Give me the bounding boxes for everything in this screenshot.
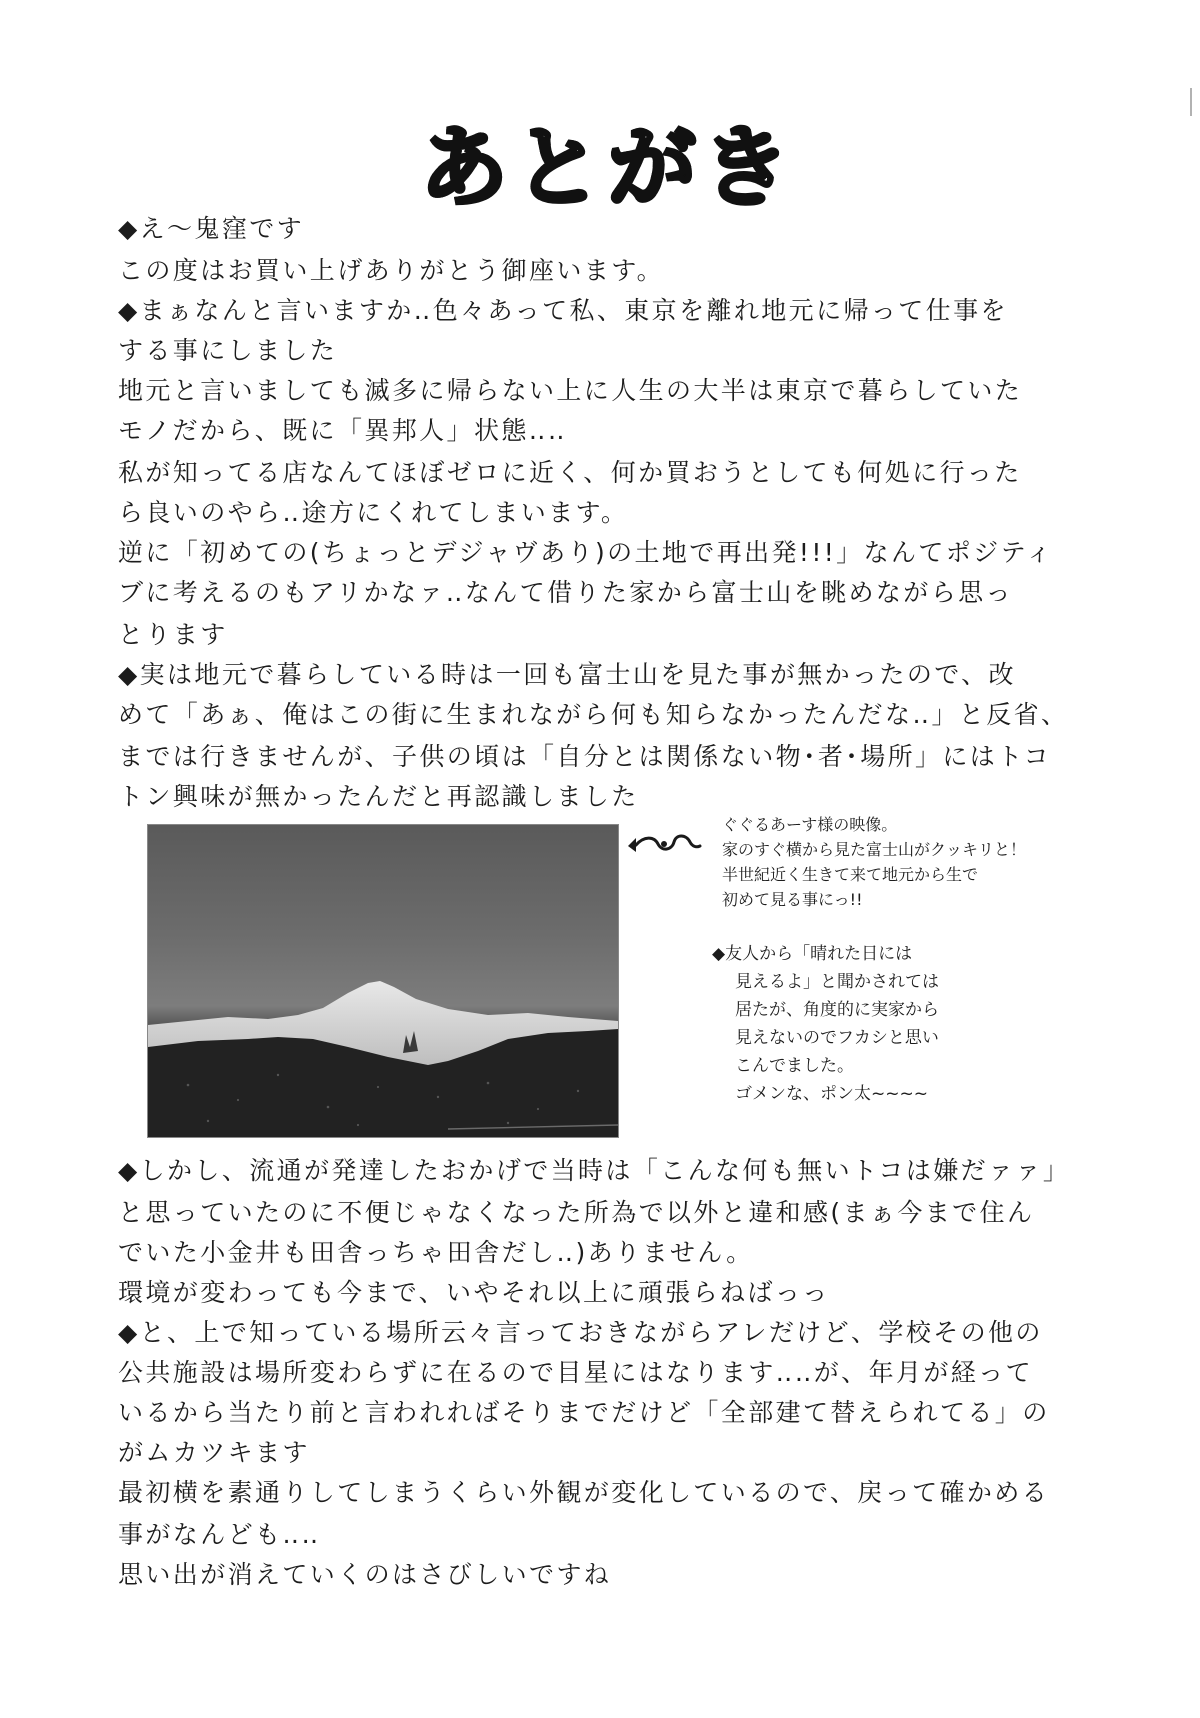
text-line: する事にしました bbox=[118, 336, 338, 365]
text-line: 環境が変わっても今まで、いやそれ以上に頑張らねばっっ bbox=[118, 1278, 830, 1307]
text-line: 思い出が消えていくのはさびしいですね bbox=[118, 1560, 612, 1589]
side-note-line: ◆友人から「晴れた日には bbox=[712, 944, 913, 964]
photo-caption-line: ぐぐるあーす様の映像。 bbox=[722, 815, 898, 834]
title-banner bbox=[408, 118, 808, 218]
text-line: めて「あぁ、俺はこの街に生まれながら何も知らなかったんだな‥」と反省、 bbox=[118, 700, 1069, 729]
photo-caption-line: 半世紀近く生きて来て地元から生で bbox=[722, 865, 979, 884]
mt-fuji-photo bbox=[148, 825, 618, 1137]
text-line: いるから当たり前と言われればそりまでだけど「全部建て替えられてる」の bbox=[118, 1398, 1050, 1427]
text-line: ◆しかし、流通が発達したおかげで当時は「こんな何も無いトコは嫌だァァ」 bbox=[118, 1156, 1071, 1185]
text-line: モノだから、既に「異邦人」状態‥‥ bbox=[118, 416, 567, 445]
page-title: あとがき bbox=[408, 118, 808, 218]
text-line: と思っていたのに不便じゃなくなった所為で以外と違和感(まぁ今まで住ん bbox=[118, 1198, 1035, 1227]
side-note-line: 見えないのでフカシと思い bbox=[735, 1028, 939, 1048]
text-line: ◆と、上で知っている場所云々言っておきながらアレだけど、学校その他の bbox=[118, 1318, 1043, 1347]
text-line: 地元と言いましても滅多に帰らない上に人生の大半は東京で暮らしていた bbox=[118, 376, 1023, 405]
text-line: 私が知ってる店なんてほぼゼロに近く、何か買おうとしても何処に行った bbox=[118, 458, 1022, 487]
arrow-doodle-icon bbox=[624, 828, 702, 856]
text-line: がムカツキます bbox=[118, 1438, 310, 1467]
text-line: とります bbox=[118, 620, 228, 649]
text-line: この度はお買い上げありがとう御座います。 bbox=[118, 256, 665, 285]
text-line: までは行きませんが、子供の頃は「自分とは関係ない物･者･場所」にはトコ bbox=[118, 742, 1052, 771]
text-line: でいた小金井も田舎っちゃ田舎だし‥)ありません。 bbox=[118, 1238, 754, 1267]
text-line: 事がなんども‥‥ bbox=[118, 1520, 321, 1549]
text-line: ブに考えるのもアリかなァ‥なんて借りた家から富士山を眺めながら思っ bbox=[118, 578, 1013, 607]
side-note-line: 見えるよ」と聞かされては bbox=[735, 972, 939, 992]
text-line: 公共施設は場所変わらずに在るので目星にはなります‥‥が、年月が経って bbox=[118, 1358, 1033, 1387]
text-line: トン興味が無かったんだと再認識しました bbox=[118, 782, 639, 811]
scan-edge-mark bbox=[1188, 88, 1194, 116]
side-note-line: ゴメンな、ポン太~~~~ bbox=[735, 1084, 928, 1104]
photo-caption-line: 初めて見る事にっ!! bbox=[722, 890, 863, 909]
mt-fuji-illustration bbox=[148, 825, 618, 1137]
text-line: 最初横を素通りしてしまうくらい外観が変化しているので、戻って確かめる bbox=[118, 1478, 1050, 1507]
side-note-line: 居たが、角度的に実家から bbox=[735, 1000, 939, 1020]
text-line: ◆まぁなんと言いますか‥色々あって私、東京を離れ地元に帰って仕事を bbox=[118, 296, 1008, 325]
text-line: 逆に「初めての(ちょっとデジャヴあり)の土地で再出発!!!」なんてポジティ bbox=[118, 538, 1054, 567]
side-note-line: こんでました。 bbox=[735, 1056, 854, 1076]
text-line: ら良いのやら‥途方にくれてしまいます。 bbox=[118, 498, 629, 527]
text-line: ◆え～鬼窪です bbox=[118, 214, 305, 243]
photo-caption-line: 家のすぐ横から見た富士山がクッキリと！ bbox=[722, 840, 1027, 859]
text-line: ◆実は地元で暮らしている時は一回も富士山を見た事が無かったので、改 bbox=[118, 660, 1016, 689]
